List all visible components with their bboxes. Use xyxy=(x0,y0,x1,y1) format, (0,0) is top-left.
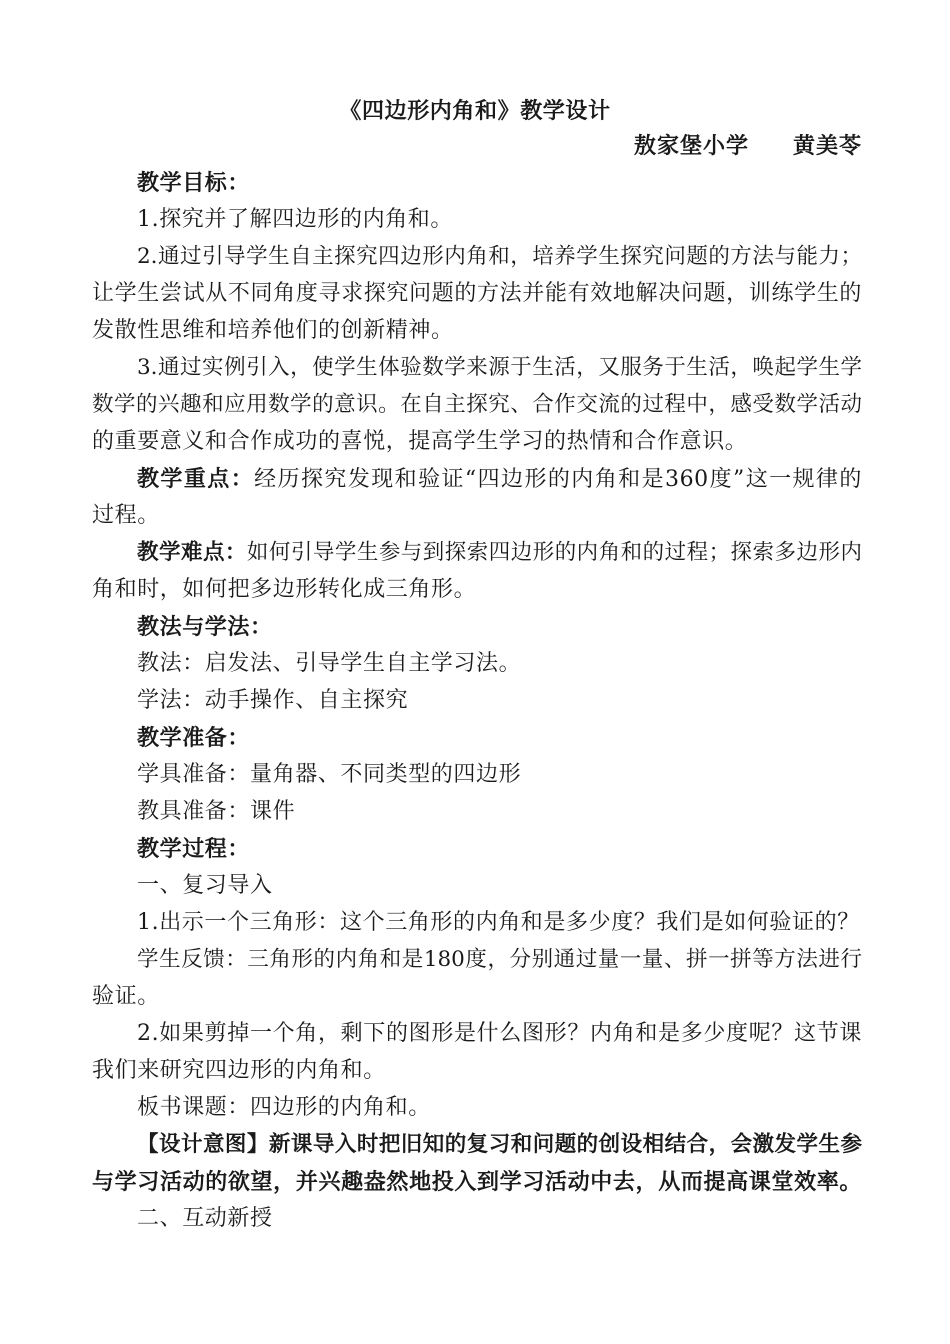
key-point-label: 教学重点： xyxy=(137,466,255,492)
step-2-line-2: 我们来研究四边形的内角和。 xyxy=(92,1058,386,1083)
design-intent-line-1: 【设计意图】新课导入时把旧知的复习和问题的创设相结合，会激发学生参 xyxy=(137,1132,862,1157)
difficulty-text: 如何引导学生参与到探索四边形的内角和的过程；探索多边形内 xyxy=(246,540,862,565)
difficulty-label: 教学难点： xyxy=(137,540,247,565)
section-1-heading: 一、复习导入 xyxy=(137,873,273,898)
difficulty-line-1 xyxy=(137,538,862,568)
methods-heading: 教法与学法： xyxy=(137,614,273,640)
school-name: 敖家堡小学 xyxy=(633,133,749,159)
process-heading: 教学过程： xyxy=(137,836,251,862)
section-2-heading: 二、互动新授 xyxy=(137,1206,273,1231)
goal-3-line-3: 的重要意义和合作成功的喜悦，提高学生学习的热情和合作意识。 xyxy=(92,429,748,454)
step-2-line-1: 2.如果剪掉一个角，剩下的图形是什么图形？内角和是多少度呢？这节课 xyxy=(137,1021,862,1046)
document-title: 《四边形内角和》教学设计 xyxy=(339,98,611,124)
key-point-text: 经历探究发现和验证“四边形的内角和是360度”这一规律的 xyxy=(254,467,862,492)
goal-3-line-1: 3.通过实例引入，使学生体验数学来源于生活，又服务于生活，唤起学生学 xyxy=(137,355,862,380)
student-feedback-line-2: 验证。 xyxy=(92,984,160,1009)
goal-2-line-2: 让学生尝试从不同角度寻求探究问题的方法并能有效地解决问题，训练学生的 xyxy=(92,281,862,306)
design-intent-line-2: 与学习活动的欲望，并兴趣盎然地投入到学习活动中去，从而提高课堂效率。 xyxy=(92,1169,862,1195)
preparation-heading: 教学准备： xyxy=(137,725,251,751)
goal-2-line-1: 2.通过引导学生自主探究四边形内角和，培养学生探究问题的方法与能力； xyxy=(137,244,862,269)
learning-method: 学法：动手操作、自主探究 xyxy=(137,688,409,713)
difficulty-line-2: 角和时，如何把多边形转化成三角形。 xyxy=(92,577,477,602)
student-preparation: 学具准备：量角器、不同类型的四边形 xyxy=(137,762,522,787)
board-topic: 板书课题：四边形的内角和。 xyxy=(137,1095,431,1120)
key-point-line-1 xyxy=(137,464,862,494)
student-feedback-line-1: 学生反馈：三角形的内角和是180度，分别通过量一量、拼一拼等方法进行 xyxy=(137,947,862,972)
author-line xyxy=(634,131,862,161)
author-name: 黄美苓 xyxy=(792,133,862,159)
teaching-method: 教法：启发法、引导学生自主学习法。 xyxy=(137,651,522,676)
goal-3-line-2: 数学的兴趣和应用数学的意识。在自主探究、合作交流的过程中，感受数学活动 xyxy=(92,392,862,417)
teacher-preparation: 教具准备：课件 xyxy=(137,799,296,824)
goal-2-line-3: 发散性思维和培养他们的创新精神。 xyxy=(92,318,454,343)
goal-1: 1.探究并了解四边形的内角和。 xyxy=(137,207,453,232)
step-1: 1.出示一个三角形：这个三角形的内角和是多少度？我们是如何验证的？ xyxy=(137,910,860,935)
goals-heading: 教学目标： xyxy=(137,170,251,196)
key-point-line-2: 过程。 xyxy=(92,503,160,528)
